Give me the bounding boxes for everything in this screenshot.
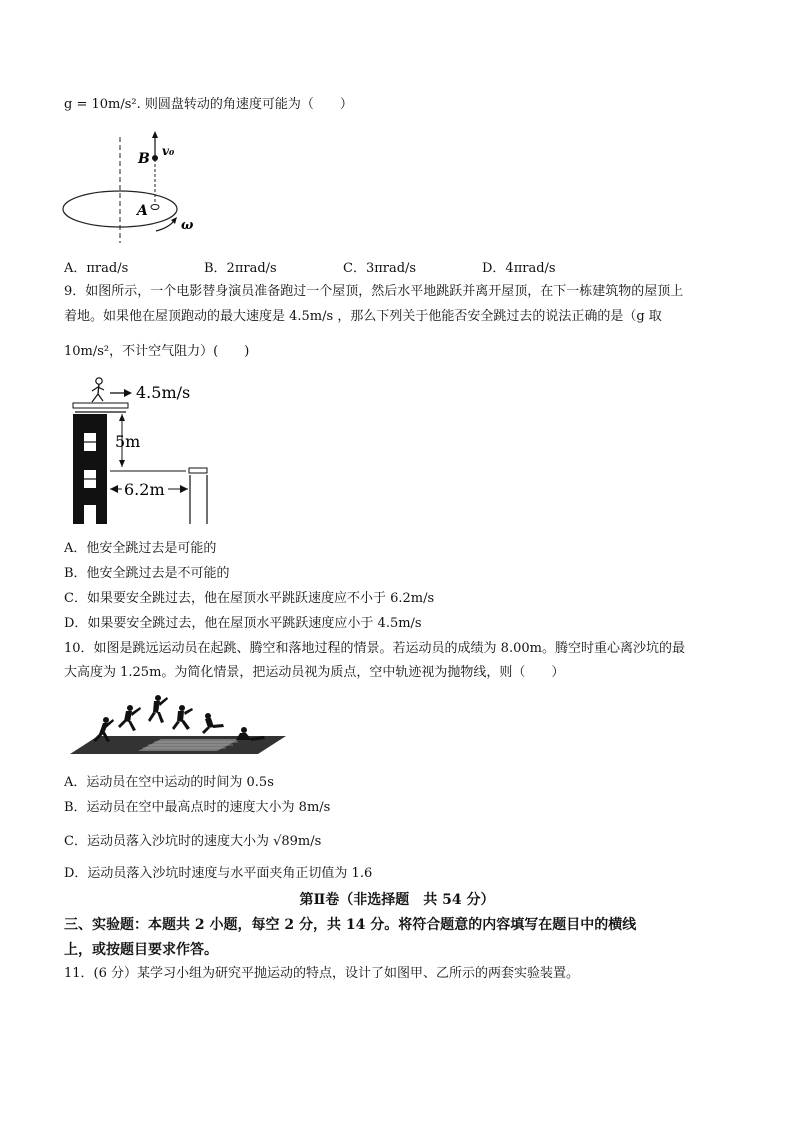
q9-stem-line2: 着地。如果他在屋顶跑动的最大速度是 4.5m/s ，那么下列关于他能否安全跳过去的说法正确的是（g 取	[64, 309, 662, 324]
label-omega: ω	[181, 218, 194, 233]
label-speed: 4.5m/s	[136, 383, 191, 402]
q10-option-b: B．运动员在空中最高点时的速度大小为 8m/s	[64, 800, 331, 815]
q8-condition-text: g = 10m/s². 则圆盘转动的角速度可能为（ ）	[64, 97, 353, 112]
q9-stem-line3: 10m/s²，不计空气阻力）( )	[64, 344, 250, 359]
q10-long-jump-figure	[68, 692, 288, 762]
q8-option-b: B．2πrad/s	[204, 261, 277, 276]
section-3-heading-line1: 三、实验题：本题共 2 小题，每空 2 分，共 14 分。将符合题意的内容填写在题目中的横线	[64, 917, 637, 933]
q11-stem-line1: 11．(6 分）某学习小组为研究平抛运动的特点，设计了如图甲、乙所示的两套实验装置。	[64, 966, 580, 981]
q9-option-b: B．他安全跳过去是不可能的	[64, 566, 230, 581]
label-a: A	[137, 203, 148, 219]
section-3-heading-line2: 上，或按题目要求作答。	[64, 942, 218, 958]
q10-stem-line1: 10．如图是跳远运动员在起跳、腾空和落地过程的情景。若运动员的成绩为 8.00m。腾空时重心离沙坑的最	[64, 641, 685, 656]
q8-option-d: D．4πrad/s	[482, 261, 556, 276]
q10-option-c: C．运动员落入沙坑时的速度大小为 √89m/s	[64, 834, 322, 849]
label-v0: v₀	[162, 144, 175, 158]
q8-rotating-disc-figure	[60, 125, 220, 245]
section-2-title: 第Ⅱ卷（非选择题 共 54 分）	[299, 892, 495, 908]
q10-option-d: D．运动员落入沙坑时速度与水平面夹角正切值为 1.6	[64, 866, 373, 881]
q9-stem-line1: 9．如图所示，一个电影替身演员准备跑过一个屋顶，然后水平地跳跃并离开屋顶，在下一栋建筑物的屋顶上	[64, 284, 684, 299]
q9-rooftop-jump-figure	[70, 375, 230, 525]
q8-option-a: A．πrad/s	[64, 261, 129, 276]
label-gap: 6.2m	[124, 480, 165, 499]
q8-option-c: C．3πrad/s	[343, 261, 417, 276]
label-height: 5m	[115, 432, 141, 451]
q10-option-a: A．运动员在空中运动的时间为 0.5s	[64, 775, 274, 790]
q9-option-c: C．如果要安全跳过去，他在屋顶水平跳跃速度应不小于 6.2m/s	[64, 591, 435, 606]
q9-option-a: A．他安全跳过去是可能的	[64, 541, 217, 556]
label-b: B	[138, 151, 150, 167]
q9-option-d: D．如果要安全跳过去，他在屋顶水平跳跃速度应小于 4.5m/s	[64, 616, 422, 631]
q10-stem-line2: 大高度为 1.25m。为简化情景，把运动员视为质点，空中轨迹视为抛物线，则（ ）	[64, 665, 565, 680]
